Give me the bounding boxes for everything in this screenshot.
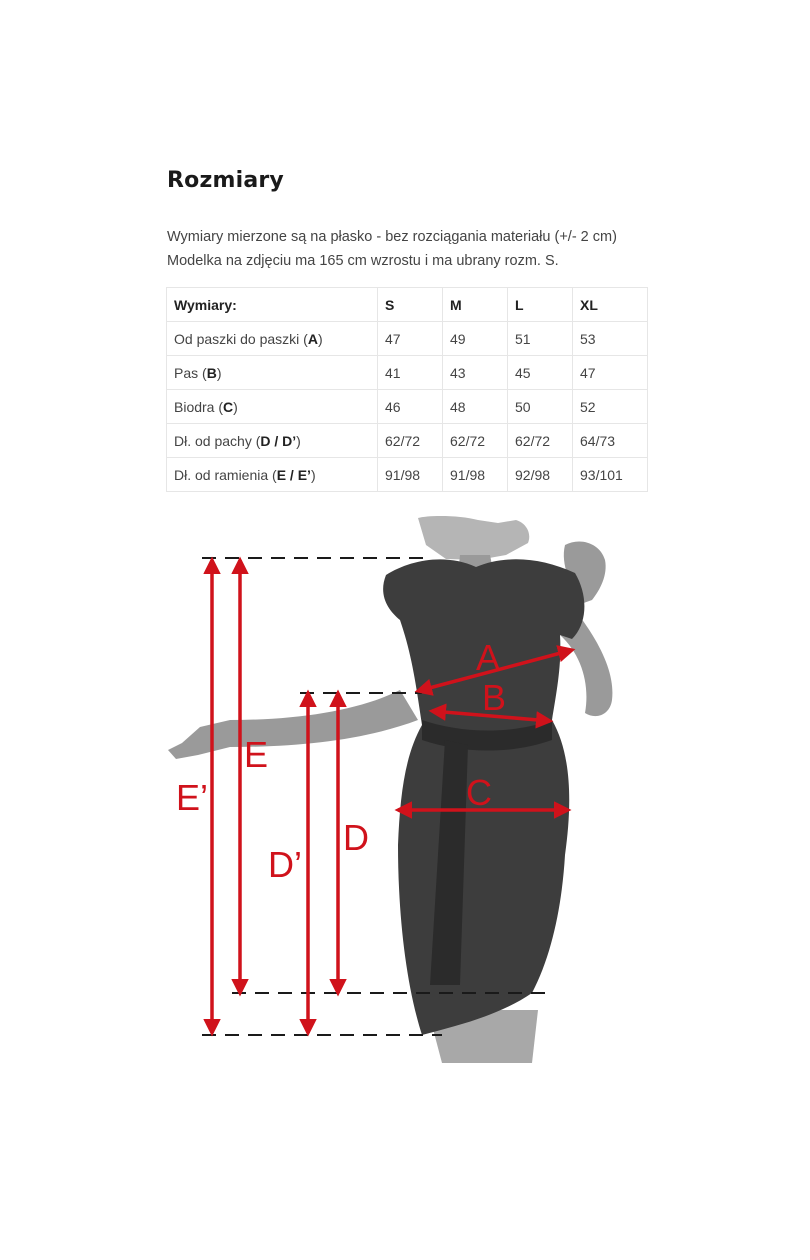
table-cell: 52 [573,390,648,424]
model-left-arm [168,690,418,759]
label-d: D [343,817,369,858]
row-label: Dł. od pachy (D / D’) [167,424,378,458]
table-cell: 48 [443,390,508,424]
header-cell-l: L [508,288,573,322]
label-e: E [244,734,269,775]
table-cell: 93/101 [573,458,648,492]
label-b: B [482,677,507,718]
table-cell: 45 [508,356,573,390]
table-row [167,424,648,458]
measurement-diagram [160,515,620,1070]
table-cell: 46 [378,390,443,424]
table-header-row [167,288,648,322]
table-cell: 62/72 [378,424,443,458]
table-cell: 51 [508,322,573,356]
table-cell: 91/98 [378,458,443,492]
header-cell-s: S [378,288,443,322]
table-cell: 53 [573,322,648,356]
table-row [167,390,648,424]
size-table [166,287,648,492]
table-cell: 43 [443,356,508,390]
table-cell: 41 [378,356,443,390]
table-cell: 62/72 [508,424,573,458]
row-label: Od paszki do paszki (A) [167,322,378,356]
label-e-prime: E’ [176,777,209,818]
label-c: C [466,772,492,813]
row-label: Biodra (C) [167,390,378,424]
label-d-prime: D’ [268,844,302,885]
table-cell: 92/98 [508,458,573,492]
model-silhouette [168,516,612,1063]
row-label: Pas (B) [167,356,378,390]
header-cell-measure: Wymiary: [167,288,378,322]
table-row [167,322,648,356]
table-row [167,356,648,390]
intro-line-1: Wymiary mierzone są na płasko - bez rozciągania materiału (+/- 2 cm) [167,229,617,245]
intro-text [167,225,727,273]
intro-line-2: Modelka na zdjęciu ma 165 cm wzrostu i ma ubrany rozm. S. [167,253,559,269]
table-cell: 91/98 [443,458,508,492]
header-cell-xl: XL [573,288,648,322]
table-cell: 62/72 [443,424,508,458]
table-cell: 64/73 [573,424,648,458]
row-label: Dł. od ramienia (E / E’) [167,458,378,492]
table-cell: 50 [508,390,573,424]
table-row [167,458,648,492]
label-a: A [476,637,501,678]
table-cell: 47 [573,356,648,390]
page-title: Rozmiary [167,168,284,193]
model-hair [418,516,529,560]
header-cell-m: M [443,288,508,322]
table-cell: 49 [443,322,508,356]
table-cell: 47 [378,322,443,356]
